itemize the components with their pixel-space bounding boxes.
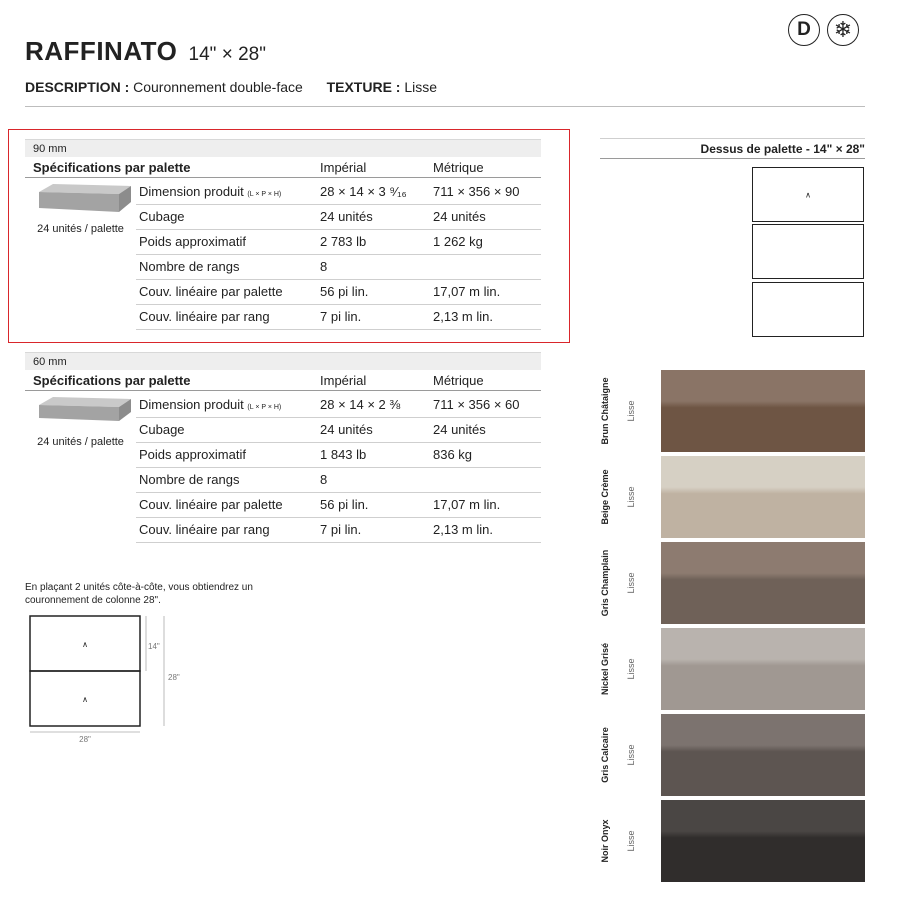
description-label: DESCRIPTION : xyxy=(25,79,130,95)
texture-label: TEXTURE : xyxy=(326,79,401,95)
color-texture: Lisse xyxy=(626,400,636,422)
col-imperial: Impérial xyxy=(320,160,367,175)
spec-row: Couv. linéaire par rang 7 pi lin. 2,13 m lin. xyxy=(136,517,541,543)
spec-row: Dimension produit (L × P × H) 28 × 14 × 3 ⁹⁄₁₆ 711 × 356 × 90 xyxy=(136,179,541,205)
texture-value: Lisse xyxy=(404,79,438,95)
color-swatch xyxy=(598,714,865,796)
color-name: Gris Calcaire xyxy=(600,727,610,783)
arrow-icon: ∧ xyxy=(82,640,88,649)
spec-row: Nombre de rangs 8 xyxy=(136,254,541,280)
column-diagram xyxy=(25,610,195,750)
product-title xyxy=(25,36,266,67)
highlight-box xyxy=(8,129,570,343)
color-sample xyxy=(661,456,865,538)
color-texture: Lisse xyxy=(626,486,636,508)
pallet-title: Dessus de palette - 14" × 28" xyxy=(600,142,865,159)
dim-28-bottom-label: 28" xyxy=(79,735,91,744)
header-divider xyxy=(25,106,865,107)
units-per-pallet: 24 unités / palette xyxy=(37,223,124,235)
color-sample xyxy=(661,628,865,710)
color-sample xyxy=(661,370,865,452)
color-name: Gris Champlain xyxy=(600,549,610,617)
pallet-slot xyxy=(752,167,864,222)
spec-header xyxy=(25,371,541,391)
color-texture: Lisse xyxy=(626,744,636,766)
spec-row: Cubage 24 unités 24 unités xyxy=(136,204,541,230)
paver-block-image xyxy=(39,393,131,425)
spec-row: Nombre de rangs 8 xyxy=(136,467,541,493)
column-note: En plaçant 2 unités côte-à-côte, vous obtiendrez un couronnement de colonne 28". xyxy=(25,582,253,606)
pallet-slot xyxy=(752,282,864,337)
color-swatch xyxy=(598,370,865,452)
spec-header-label: Spécifications par palette xyxy=(33,373,191,388)
spec-row: Couv. linéaire par palette 56 pi lin. 17,07 m lin. xyxy=(136,492,541,518)
units-per-pallet: 24 unités / palette xyxy=(37,436,124,448)
color-name: Noir Onyx xyxy=(600,819,610,863)
color-texture: Lisse xyxy=(626,658,636,680)
spec-row: Couv. linéaire par palette 56 pi lin. 17,07 m lin. xyxy=(136,279,541,305)
description-value: Couronnement double-face xyxy=(133,79,303,95)
color-swatch xyxy=(598,800,865,882)
color-sample xyxy=(661,800,865,882)
color-texture: Lisse xyxy=(626,572,636,594)
col-imperial: Impérial xyxy=(320,373,367,388)
color-swatch xyxy=(598,456,865,538)
spec-row: Poids approximatif 1 843 lb 836 kg xyxy=(136,442,541,468)
spec-row: Dimension produit (L × P × H) 28 × 14 × 2 ⅜ 711 × 356 × 60 xyxy=(136,392,541,418)
thickness-label: 90 mm xyxy=(25,139,541,157)
spec-row: Poids approximatif 2 783 lb 1 262 kg xyxy=(136,229,541,255)
arrow-icon: ∧ xyxy=(82,695,88,704)
color-name: Beige Crème xyxy=(600,469,610,525)
snowflake-icon: ❄ xyxy=(827,14,859,46)
arrow-icon: ∧ xyxy=(805,190,811,199)
d-badge-icon: D xyxy=(788,14,820,46)
color-swatch xyxy=(598,542,865,624)
spec-row: Cubage 24 unités 24 unités xyxy=(136,417,541,443)
color-swatch xyxy=(598,628,865,710)
color-name: Nickel Grisé xyxy=(600,642,610,696)
color-sample xyxy=(661,714,865,796)
thickness-label: 60 mm xyxy=(25,352,541,370)
product-dims: 14" × 28" xyxy=(188,44,266,65)
dim-14-label: 14" xyxy=(148,642,160,651)
color-name: Brun Châtaigne xyxy=(600,377,610,445)
dim-28-side-label: 28" xyxy=(168,673,180,682)
spec-row: Couv. linéaire par rang 7 pi lin. 2,13 m lin. xyxy=(136,304,541,330)
color-sample xyxy=(661,542,865,624)
spec-block-60mm xyxy=(25,352,541,544)
color-texture: Lisse xyxy=(626,830,636,852)
pallet-divider xyxy=(600,138,865,139)
spec-header-label: Spécifications par palette xyxy=(33,160,191,175)
col-metric: Métrique xyxy=(433,160,484,175)
product-subline xyxy=(25,79,437,95)
col-metric: Métrique xyxy=(433,373,484,388)
pallet-slot xyxy=(752,224,864,279)
product-name: RAFFINATO xyxy=(25,36,178,66)
